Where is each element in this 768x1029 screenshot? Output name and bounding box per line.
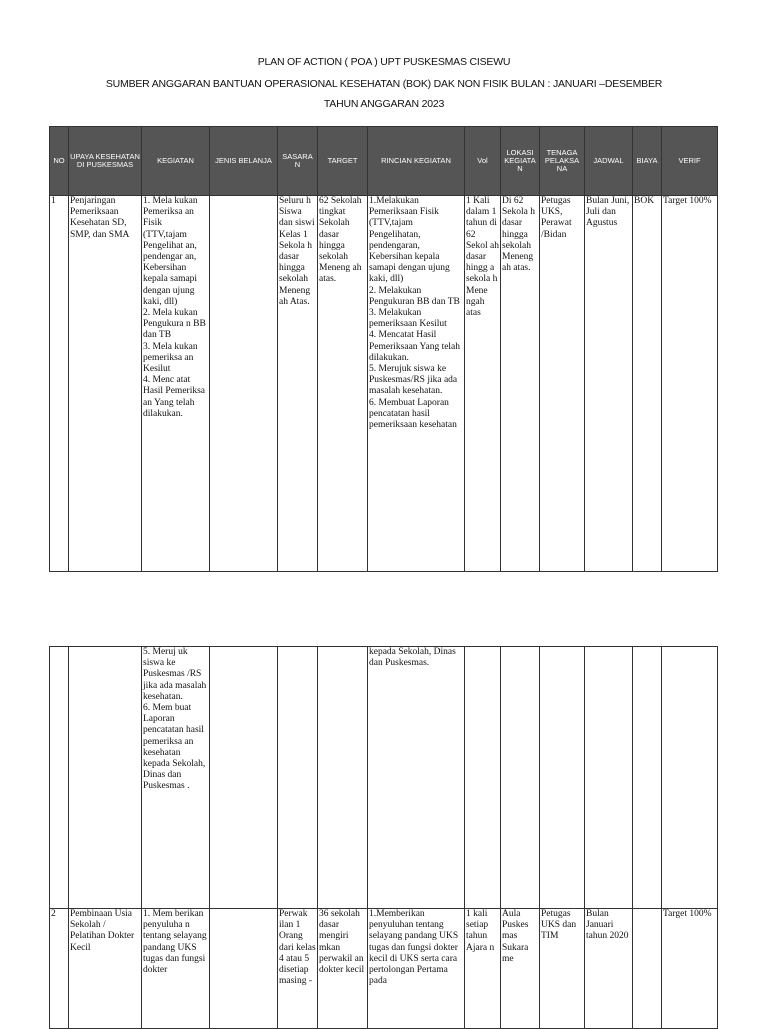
col-biaya: BIAYA [633, 127, 662, 196]
header-row [50, 127, 718, 196]
cell-tenaga [540, 647, 585, 909]
cell-rincian: kepada Sekolah, Dinas dan Puskesmas. [368, 647, 465, 909]
rincian-item: 5. Merujuk siswa ke Puskesmas/RS jika ada masalah kesehatan. [369, 364, 458, 397]
col-no: NO [50, 127, 69, 196]
cell-sasaran: Perwak ilan 1 Orang dari kelas 4 atau 5 disetiap masing - [278, 909, 318, 1029]
kegiatan-item: 2. Mela kukan Pengukura n BB dan TB [143, 308, 206, 341]
kegiatan-item: 1. Mela kukan Pemeriksa an Fisik (TTV,tajam Pengelihat an, pendengar an, Kebersihan kepala samapi dengan ujung kaki, dll) [143, 196, 198, 307]
cell-target: 62 Sekolah tingkat Sekolah dasar hingga sekolah Meneng ah atas. [318, 196, 368, 572]
rincian-item: 1.Melakukan Pemeriksaan Fisik (TTV,tajam Pengelihatan, pendengaran, Kebersihan kepala samapi dengan ujung kaki, dll) [369, 196, 450, 285]
cell-kegiatan [142, 647, 210, 909]
cell-jenis-belanja [210, 196, 278, 572]
cell-lokasi: Di 62 Sekola h dasar hingga sekolah Meneng ah atas. [501, 196, 540, 572]
document-subtitle: SUMBER ANGGARAN BANTUAN OPERASIONAL KESEHATAN (BOK) DAK NON FISIK BULAN : JANUARI –DESEMBER [105, 78, 663, 90]
cell-tenaga: Petugas UKS dan TIM [540, 909, 585, 1029]
kegiatan-item: 4. Menc atat Hasil Pemeriksa an Yang telah dilakukan. [143, 375, 206, 419]
col-verif: VERIF [662, 127, 718, 196]
rincian-item: 6. Membuat Laporan pencatatan hasil pemeriksaan kesehatan [369, 397, 457, 431]
cell-verif: Target 100% [662, 196, 718, 572]
cell-rincian [368, 196, 465, 572]
col-lokasi: LOKASI KEGIATA N [501, 127, 540, 196]
cell-upaya: Penjaringan Pemeriksaan Kesehatan SD, SMP, dan SMA [69, 196, 142, 572]
col-sasaran: SASARA N [278, 127, 318, 196]
col-vol: Vol [465, 127, 501, 196]
cell-tenaga: Petugas UKS, Perawat /Bidan [540, 196, 585, 572]
cell-verif [662, 647, 718, 909]
cell-target [318, 647, 368, 909]
cell-lokasi: Aula Puskes mas Sukara me [501, 909, 540, 1029]
col-target: TARGET [318, 127, 368, 196]
table-row [50, 909, 718, 1029]
cell-upaya [69, 647, 142, 909]
rincian-item: 2. Melakukan Pengukuran BB dan TB [369, 285, 460, 307]
col-upaya: UPAYA KESEHATAN DI PUSKESMAS [69, 127, 142, 196]
kegiatan-item: 3. Mela kukan pemeriksa an Kesilut [143, 341, 198, 375]
cell-biaya [633, 909, 662, 1029]
col-tenaga: TENAGA PELAKSA NA [540, 127, 585, 196]
poa-table-page1 [49, 126, 718, 572]
cell-lokasi [501, 647, 540, 909]
col-kegiatan: KEGIATAN [142, 127, 210, 196]
cell-jadwal [585, 647, 633, 909]
cell-upaya: Pembinaan Usia Sekolah / Pelatihan Dokter Kecil [69, 909, 142, 1029]
rincian-item: 4. Mencatat Hasil Pemeriksaan Yang telah dilakukan. [369, 330, 461, 363]
cell-target: 36 sekolah dasar mengiri mkan perwakil an dokter kecil [318, 909, 368, 1029]
kegiatan-item: 6. Mem buat Laporan pencatatan hasil pemeriksa an kesehatan kepada Sekolah, Dinas dan Puskesmas . [143, 703, 206, 792]
document-title: PLAN OF ACTION ( POA ) UPT PUSKESMAS CISEWU [257, 56, 511, 68]
document-year: TAHUN ANGGARAN 2023 [323, 98, 445, 110]
kegiatan-item: 5. Meruj uk siswa ke Puskesmas /RS jika ada masalah kesehatan. [143, 647, 207, 702]
col-jenis-belanja: JENIS BELANJA [210, 127, 278, 196]
cell-vol: 1 kali setiap tahun Ajara n [465, 909, 501, 1029]
cell-jadwal: Bulan Juni, Juli dan Agustus [585, 196, 633, 572]
poa-table-page2 [49, 646, 718, 1029]
col-rincian: RINCIAN KEGIATAN [368, 127, 465, 196]
cell-kegiatan: 1. Mem berikan penyuluha n tentang selayang pandang UKS tugas dan fungsi dokter [142, 909, 210, 1029]
cell-kegiatan [142, 196, 210, 572]
cell-no: 2 [50, 909, 69, 1029]
cell-vol [465, 647, 501, 909]
cell-sasaran: Seluru h Siswa dan siswi Kelas 1 Sekola h dasar hingga sekolah Meneng ah Atas. [278, 196, 318, 572]
cell-biaya: BOK [633, 196, 662, 572]
cell-jadwal: Bulan Januari tahun 2020 [585, 909, 633, 1029]
cell-biaya [633, 647, 662, 909]
cell-vol: 1 Kali dalam 1 tahun di 62 Sekol ah dasar hingg a sekola h Mene ngah atas [465, 196, 501, 572]
cell-sasaran [278, 647, 318, 909]
table-row [50, 647, 718, 909]
cell-rincian: 1.Memberikan penyuluhan tentang selayang pandang UKS tugas dan fungsi dokter kecil di UKS serta cara pertolongan Pertama pada [368, 909, 465, 1029]
cell-jenis-belanja [210, 647, 278, 909]
rincian-item: 3. Melakukan pemeriksaan Kesilut [369, 308, 447, 330]
table-row [50, 196, 718, 572]
col-jadwal: JADWAL [585, 127, 633, 196]
cell-verif: Target 100% [662, 909, 718, 1029]
cell-no [50, 647, 69, 909]
cell-jenis-belanja [210, 909, 278, 1029]
cell-no: 1 [50, 196, 69, 572]
